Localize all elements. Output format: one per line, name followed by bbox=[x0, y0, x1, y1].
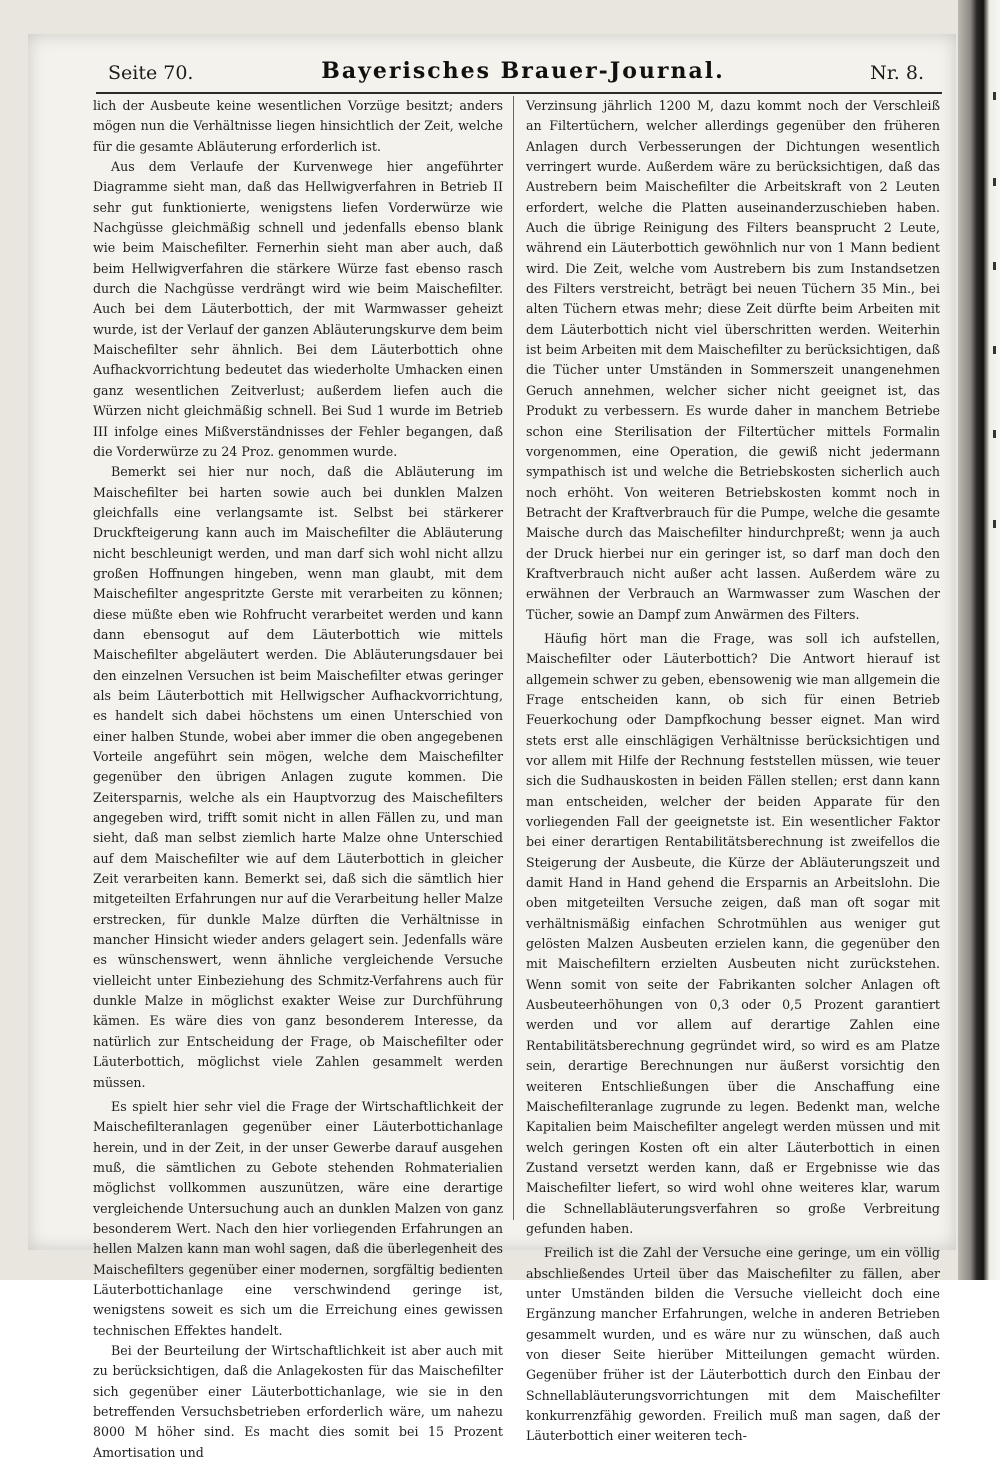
paragraph: Aus dem Verlaufe der Kurvenwege hier angeführter Diagramme sieht man, daß das Hellwigverfahren in Betrieb II sehr gut funktionierte, wenigstens liefen Vorderwürze wie Nachgüsse gleichmäßig schnell und jedenfalls ebenso blank wie beim Maischefilter. Fernerhin sieht man aber auch, daß beim Hellwigverfahren die stärkere Würze fast ebenso rasch durch die Nachgüsse verdrängt wird wie beim Maischefilter. Auch bei dem Läuterbottich, der mit Warmwasser geheizt wurde, ist der Verlauf der ganzen Abläuterungskurve dem beim Maischefilter sehr ähnlich. Bei dem Läuterbottich ohne Aufhackvorrichtung bedeutet das wiederholte Umhacken einen ganz wesentlichen Zeitverlust; außerdem liefen auch die Würzen nicht gleichmäßig schnell. Bei Sud 1 wurde im Betrieb III infolge eines Mißverständnisses der Fehler begangen, daß die Vorderwürze zu 24 Proz. genommen wurde. bbox=[93, 159, 503, 459]
paragraph: Es spielt hier sehr viel die Frage der Wirtschaftlichkeit der Maischefilteranlagen gegenüber einer Läuterbottichanlage herein, und in der Zeit, in der unser Gewerbe darauf ausgehen muß, die sämtlichen zu Gebote stehenden Rohmaterialien möglichst vollkommen auszunützen, wäre eine derartige vergleichende Untersuchung auch an dunklen Malzen von ganz besonderem Wert. Nach den hier vorliegenden Erfahrungen an hellen Malzen kann man wohl sagen, daß die überlegenheit des Maischefilters gegenüber einer modernen, sorgfältig bedienten Läuterbottichanlage eine verschwindend geringe ist, wenigstens soweit es sich um die Erreichung eines gewissen technischen Effektes handelt. bbox=[93, 1098, 503, 1338]
page-number: Seite 70. bbox=[108, 62, 194, 84]
paragraph: Freilich ist die Zahl der Versuche eine geringe, um ein völlig abschließendes Urteil über das Maischefilter zu fällen, aber unter Umständen bilden die Versuche vielleicht doch eine Ergänzung mancher Erfahrungen, welche in anderen Betrieben gesammelt wurden, und es wäre nur zu wünschen, daß auch von dieser Seite hierüber Mitteilungen gemacht würden. Gegenüber früher ist der Läuterbottich durch den Einbau der Schnellabläuterungsvorrichtungen mit dem Maischefilter konkurrenzfähig geworden. Freilich muß man sagen, daß der Läuterbottich einer weiteren tech- bbox=[526, 1245, 940, 1444]
paragraph: Verzinsung jährlich 1200 M, dazu kommt noch der Verschleiß an Filtertüchern, welcher allerdings gegenüber den früheren Anlagen durch Verbesserungen der Dichtungen wesentlich verringert wurde. Außerdem wäre zu berücksichtigen, daß das Austrebern beim Maischefilter die Arbeitskraft von 2 Leuten erfordert, welche die Platten auseinanderzuschieben haben. Auch die übrige Reinigung des Filters beansprucht 2 Leute, während ein Läuterbottich gewöhnlich nur von 1 Mann bedient wird. Die Zeit, welche vom Austrebern bis zum Instandsetzen des Filters verstreicht, beträgt bei neuen Tüchern 35 Min., bei alten Tüchern etwas mehr; diese Zeit dürfte beim Arbeiten mit dem Läuterbottich nicht viel überschritten werden. Weiterhin ist beim Arbeiten mit dem Maischefilter zu berücksichtigen, daß die Tücher unter Umständen in Sommerszeit unangenehmen Geruch annehmen, welcher sicher nicht geeignet ist, das Produkt zu verbessern. Es wurde daher in manchem Betriebe schon eine Sterilisation der Filtertücher mittels Formalin vorgenommen, eine Operation, die gewiß nicht jedermann sympathisch ist und welche die Betriebskosten sicherlich auch noch erhöht. Von weiteren Betriebskosten kommt noch in Betracht der Kraftverbrauch für die Pumpe, welche die gesamte Maische durch das Maischefilter hindurchpreßt; wenn ja auch der Druck hierbei nur ein geringer ist, so darf man doch den Kraftverbrauch nicht außer acht lassen. Außerdem wäre zu erwähnen der Verbrauch an Warmwasser zum Waschen der Tücher, sowie an Dampf zum Anwärmen des Filters. bbox=[526, 98, 940, 622]
header-rule bbox=[96, 92, 942, 94]
right-column bbox=[526, 96, 940, 1444]
paragraph: Bemerkt sei hier nur noch, daß die Abläuterung im Maischefilter bei harten sowie auch bei dunklen Malzen gleichfalls eine verlangsamte ist. Selbst bei stärkerer Druckfteigerung kann auch im Maischefilter die Abläuterung nicht beschleunigt werden, und man darf sich wohl nicht allzu großen Hoffnungen hingeben, wenn man glaubt, mit dem Maischefilter angespritzte Gerste mit verarbeiten zu können; diese müßte eben wie Rohfrucht verarbeitet werden und kann dann ebensogut auf dem Läuterbottich wie mittels Maischefilter abgeläutert werden. Die Abläuterungsdauer bei den einzelnen Versuchen ist beim Maischefilter etwas geringer als beim Läuterbottich mit Hellwigscher Aufhackvorrichtung, es handelt sich dabei höchstens um einen Unterschied von einer halben Stunde, wobei aber immer die oben angegebenen Vorteile angeführt sein mögen, welche dem Maischefilter gegenüber den übrigen Anlagen zugute kommen. Die Zeitersparnis, welche als ein Hauptvorzug des Maischefilters angegeben wird, trifft somit nicht in allen Fällen zu, und man sieht, daß man selbst ziemlich harte Malze ohne Unterschied auf dem Maischefilter wie auf dem Läuterbottich in gleicher Zeit verarbeiten kann. Bemerkt sei, daß sich die sämtlich hier mitgeteilten Erfahrungen nur auf die Verarbeitung heller Malze erstrecken, für dunkle Malze dürften die Verhältnisse in mancher Hinsicht wieder anders gelagert sein. Jedenfalls wäre es wünschenswert, wenn ähnliche vergleichende Versuche vielleicht unter Einbeziehung des Schmitz-Verfahrens auch für dunkle Malze in möglichst exakter Weise zur Durchführung kämen. Es wäre dies von ganz besonderem Interesse, da natürlich zur Entscheidung der Frage, ob Maischefilter oder Läuterbottich, möglichst viele Zahlen gesammelt werden müssen. bbox=[93, 464, 503, 1090]
paragraph: Häufig hört man die Frage, was soll ich aufstellen, Maischefilter oder Läuterbottich? Die Antwort hierauf ist allgemein schwer zu geben, ebensowenig wie man allgemein die Frage entscheiden kann, ob sich für einen Betrieb Feuerkochung oder Dampfkochung besser eignet. Man wird stets erst alle einschlägigen Verhältnisse berücksichtigen und vor allem mit Hilfe der Rechnung feststellen müssen, wie teuer sich die Sudhauskosten in beiden Fällen stellen; erst dann kann man entscheiden, welcher der beiden Apparate für den vorliegenden Fall der geeignetste ist. Ein wesentlicher Faktor bei einer derartigen Rentabilitätsberechnung ist zweifellos die Steigerung der Ausbeute, die Kürze der Abläuterungszeit und damit Hand in Hand gehend die Ersparnis an Arbeitslohn. Die oben mitgeteilten Versuche zeigen, daß man oft sogar mit verhältnismäßig einfachen Schrotmühlen aus weniger gut gelösten Malzen Ausbeuten erzielen kann, die gegenüber den mit Maischefiltern erzielten Ausbeuten nicht zurückstehen. Wenn somit von seite der Fabrikanten solcher Anlagen oft Ausbeuteerhöhungen von 0,3 oder 0,5 Prozent garantiert werden und vor allem auf derartige Zahlen eine Rentabilitätsberechnung gegründet wird, so wird es am Platze sein, derartige Berechnungen nur äußerst vorsichtig den weiteren Entschließungen über die Anschaffung eine Maischefilteranlage zugrunde zu legen. Bedenkt man, welche Kapitalien beim Maischefilter angelegt werden müssen und mit welch geringen Kosten oft ein alter Läuterbottich in einen Zustand versetzt werden kann, daß er Ergebnisse wie das Maischefilter liefert, so wird wohl ohne weiteres klar, warum die Schnellabläuterungsverfahren so große Verbreitung gefunden haben. bbox=[526, 630, 940, 1236]
paragraph: Bei der Beurteilung der Wirtschaftlichkeit ist aber auch mit zu berücksichtigen, daß die Anlagekosten für das Maischefilter sich gegenüber einer Läuterbottichanlage, wie sie in den betreffenden Versuchsbetrieben erforderlich wäre, um nahezu 8000 M höher sind. Es macht dies somit bei 15 Prozent Amortisation und bbox=[93, 1342, 503, 1460]
column-divider bbox=[513, 96, 514, 1220]
page-header bbox=[108, 58, 938, 92]
journal-title: Bayerisches Brauer-Journal. bbox=[321, 58, 725, 84]
paragraph: lich der Ausbeute keine wesentlichen Vorzüge besitzt; anders mögen nun die Verhältnisse liegen hinsichtlich der Zeit, welche für die gesamte Abläuterung erforderlich ist. bbox=[93, 98, 503, 154]
issue-number: Nr. 8. bbox=[870, 62, 924, 84]
left-column bbox=[93, 96, 503, 1460]
adjacent-page-edge bbox=[958, 0, 1000, 1280]
